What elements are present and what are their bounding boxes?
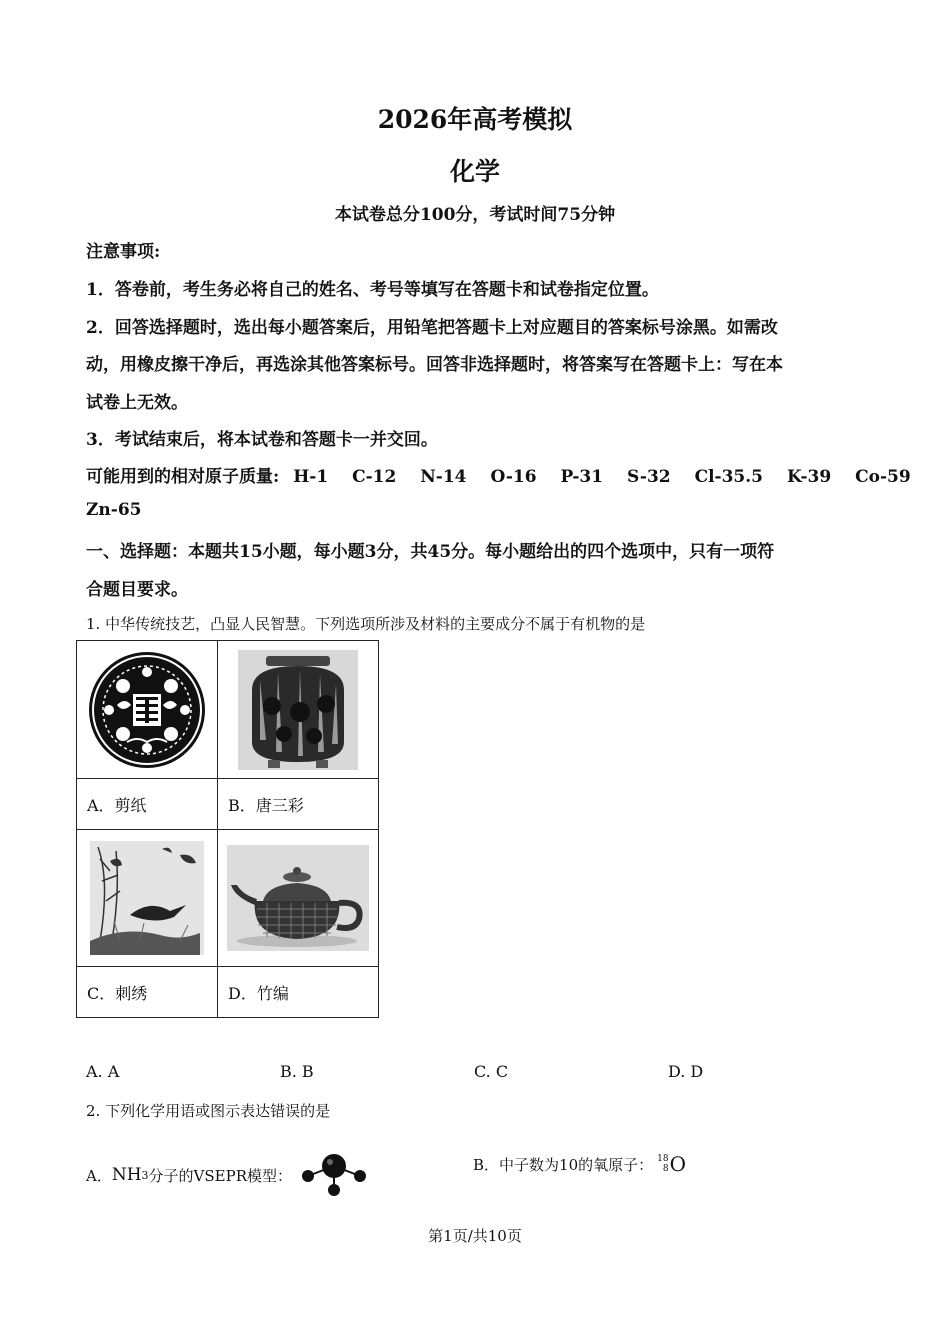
- paper-cut-image: [87, 650, 207, 770]
- q1-cell-d-image: [218, 830, 379, 967]
- q2-b-text: 中子数为10的氧原子：: [499, 1155, 654, 1174]
- section-1-line-1: 一、选择题：本题共15小题，每小题3分，共45分。每小题给出的四个选项中，只有一项符: [86, 542, 775, 562]
- mass-item: Co-59: [855, 467, 911, 487]
- tang-sancai-image: [238, 650, 358, 770]
- bamboo-weaving-teapot-image: [227, 845, 369, 951]
- mass-item: Cl-35.5: [694, 467, 764, 487]
- q1-options-table: [76, 640, 379, 1018]
- q2-a-formula: NH: [111, 1165, 142, 1185]
- isotope-symbol: O: [669, 1152, 686, 1176]
- mass-item: S-32: [627, 467, 671, 487]
- notice-item-3: 3．考试结束后，将本试卷和答题卡一并交回。: [86, 430, 438, 450]
- q2-a-subscript: 3: [141, 1168, 149, 1182]
- q1-cell-c-label: C．刺绣: [77, 967, 218, 1018]
- q2-a-text: 分子的VSEPR模型：: [148, 1166, 292, 1185]
- notice-item-1: 1．答卷前，考生务必将自己的姓名、考号等填写在答题卡和试卷指定位置。: [86, 280, 659, 300]
- q2-b-label: B．: [473, 1155, 500, 1174]
- section-1-line-2: 合题目要求。: [86, 580, 188, 600]
- q1-choice-a: A. A: [86, 1062, 120, 1081]
- q1-cell-d-label: D．竹编: [218, 967, 379, 1018]
- mass-item: H-1: [293, 467, 329, 487]
- mass-item-wrap: Zn-65: [86, 500, 142, 520]
- q1-choice-d: D. D: [668, 1062, 704, 1081]
- mass-item: O-16: [490, 467, 537, 487]
- mass-item: N-14: [420, 467, 467, 487]
- vsepr-model-icon: [298, 1152, 370, 1198]
- q2-option-b: [473, 1152, 686, 1176]
- q2-option-a: [86, 1152, 370, 1198]
- notice-item-2-line-1: 2．回答选择题时，选出每小题答案后，用铅笔把答题卡上对应题目的答案标号涂黑。如需改: [86, 318, 778, 338]
- q1-cell-c-image: [77, 830, 218, 967]
- isotope-atomic-number: 8: [662, 1164, 669, 1174]
- q1-cell-a-label: A．剪纸: [77, 779, 218, 830]
- embroidery-image: [90, 841, 204, 955]
- notice-heading: 注意事项:: [86, 242, 161, 262]
- notice-item-2-line-3: 试卷上无效。: [86, 393, 188, 413]
- q2-a-label: A．: [86, 1166, 112, 1185]
- atomic-masses: [86, 462, 929, 487]
- q1-choice-b: B. B: [280, 1062, 314, 1081]
- atomic-masses-label: 可能用到的相对原子质量:: [86, 467, 280, 487]
- q2-stem: 2. 下列化学用语或图示表达错误的是: [86, 1102, 331, 1120]
- q1-cell-b-image: [218, 641, 379, 779]
- exam-title: 2026年高考模拟: [377, 105, 573, 134]
- mass-item: C-12: [352, 467, 397, 487]
- q1-cell-a-image: [77, 641, 218, 779]
- isotope-mass-number: 18: [657, 1154, 669, 1164]
- q1-stem: 1. 中华传统技艺，凸显人民智慧。下列选项所涉及材料的主要成分不属于有机物的是: [86, 615, 646, 633]
- oxygen-isotope: [657, 1152, 686, 1176]
- exam-subtitle: 本试卷总分100分，考试时间75分钟: [334, 205, 616, 225]
- page-footer: 第1页/共10页: [428, 1227, 522, 1245]
- q1-cell-b-label: B．唐三彩: [218, 779, 379, 830]
- mass-item: K-39: [786, 467, 832, 487]
- exam-subject: 化学: [449, 157, 500, 186]
- mass-item: P-31: [560, 467, 604, 487]
- q1-choice-c: C. C: [474, 1062, 509, 1081]
- notice-item-2-line-2: 动，用橡皮擦干净后，再选涂其他答案标号。回答非选择题时，将答案写在答题卡上：写在本: [86, 355, 783, 375]
